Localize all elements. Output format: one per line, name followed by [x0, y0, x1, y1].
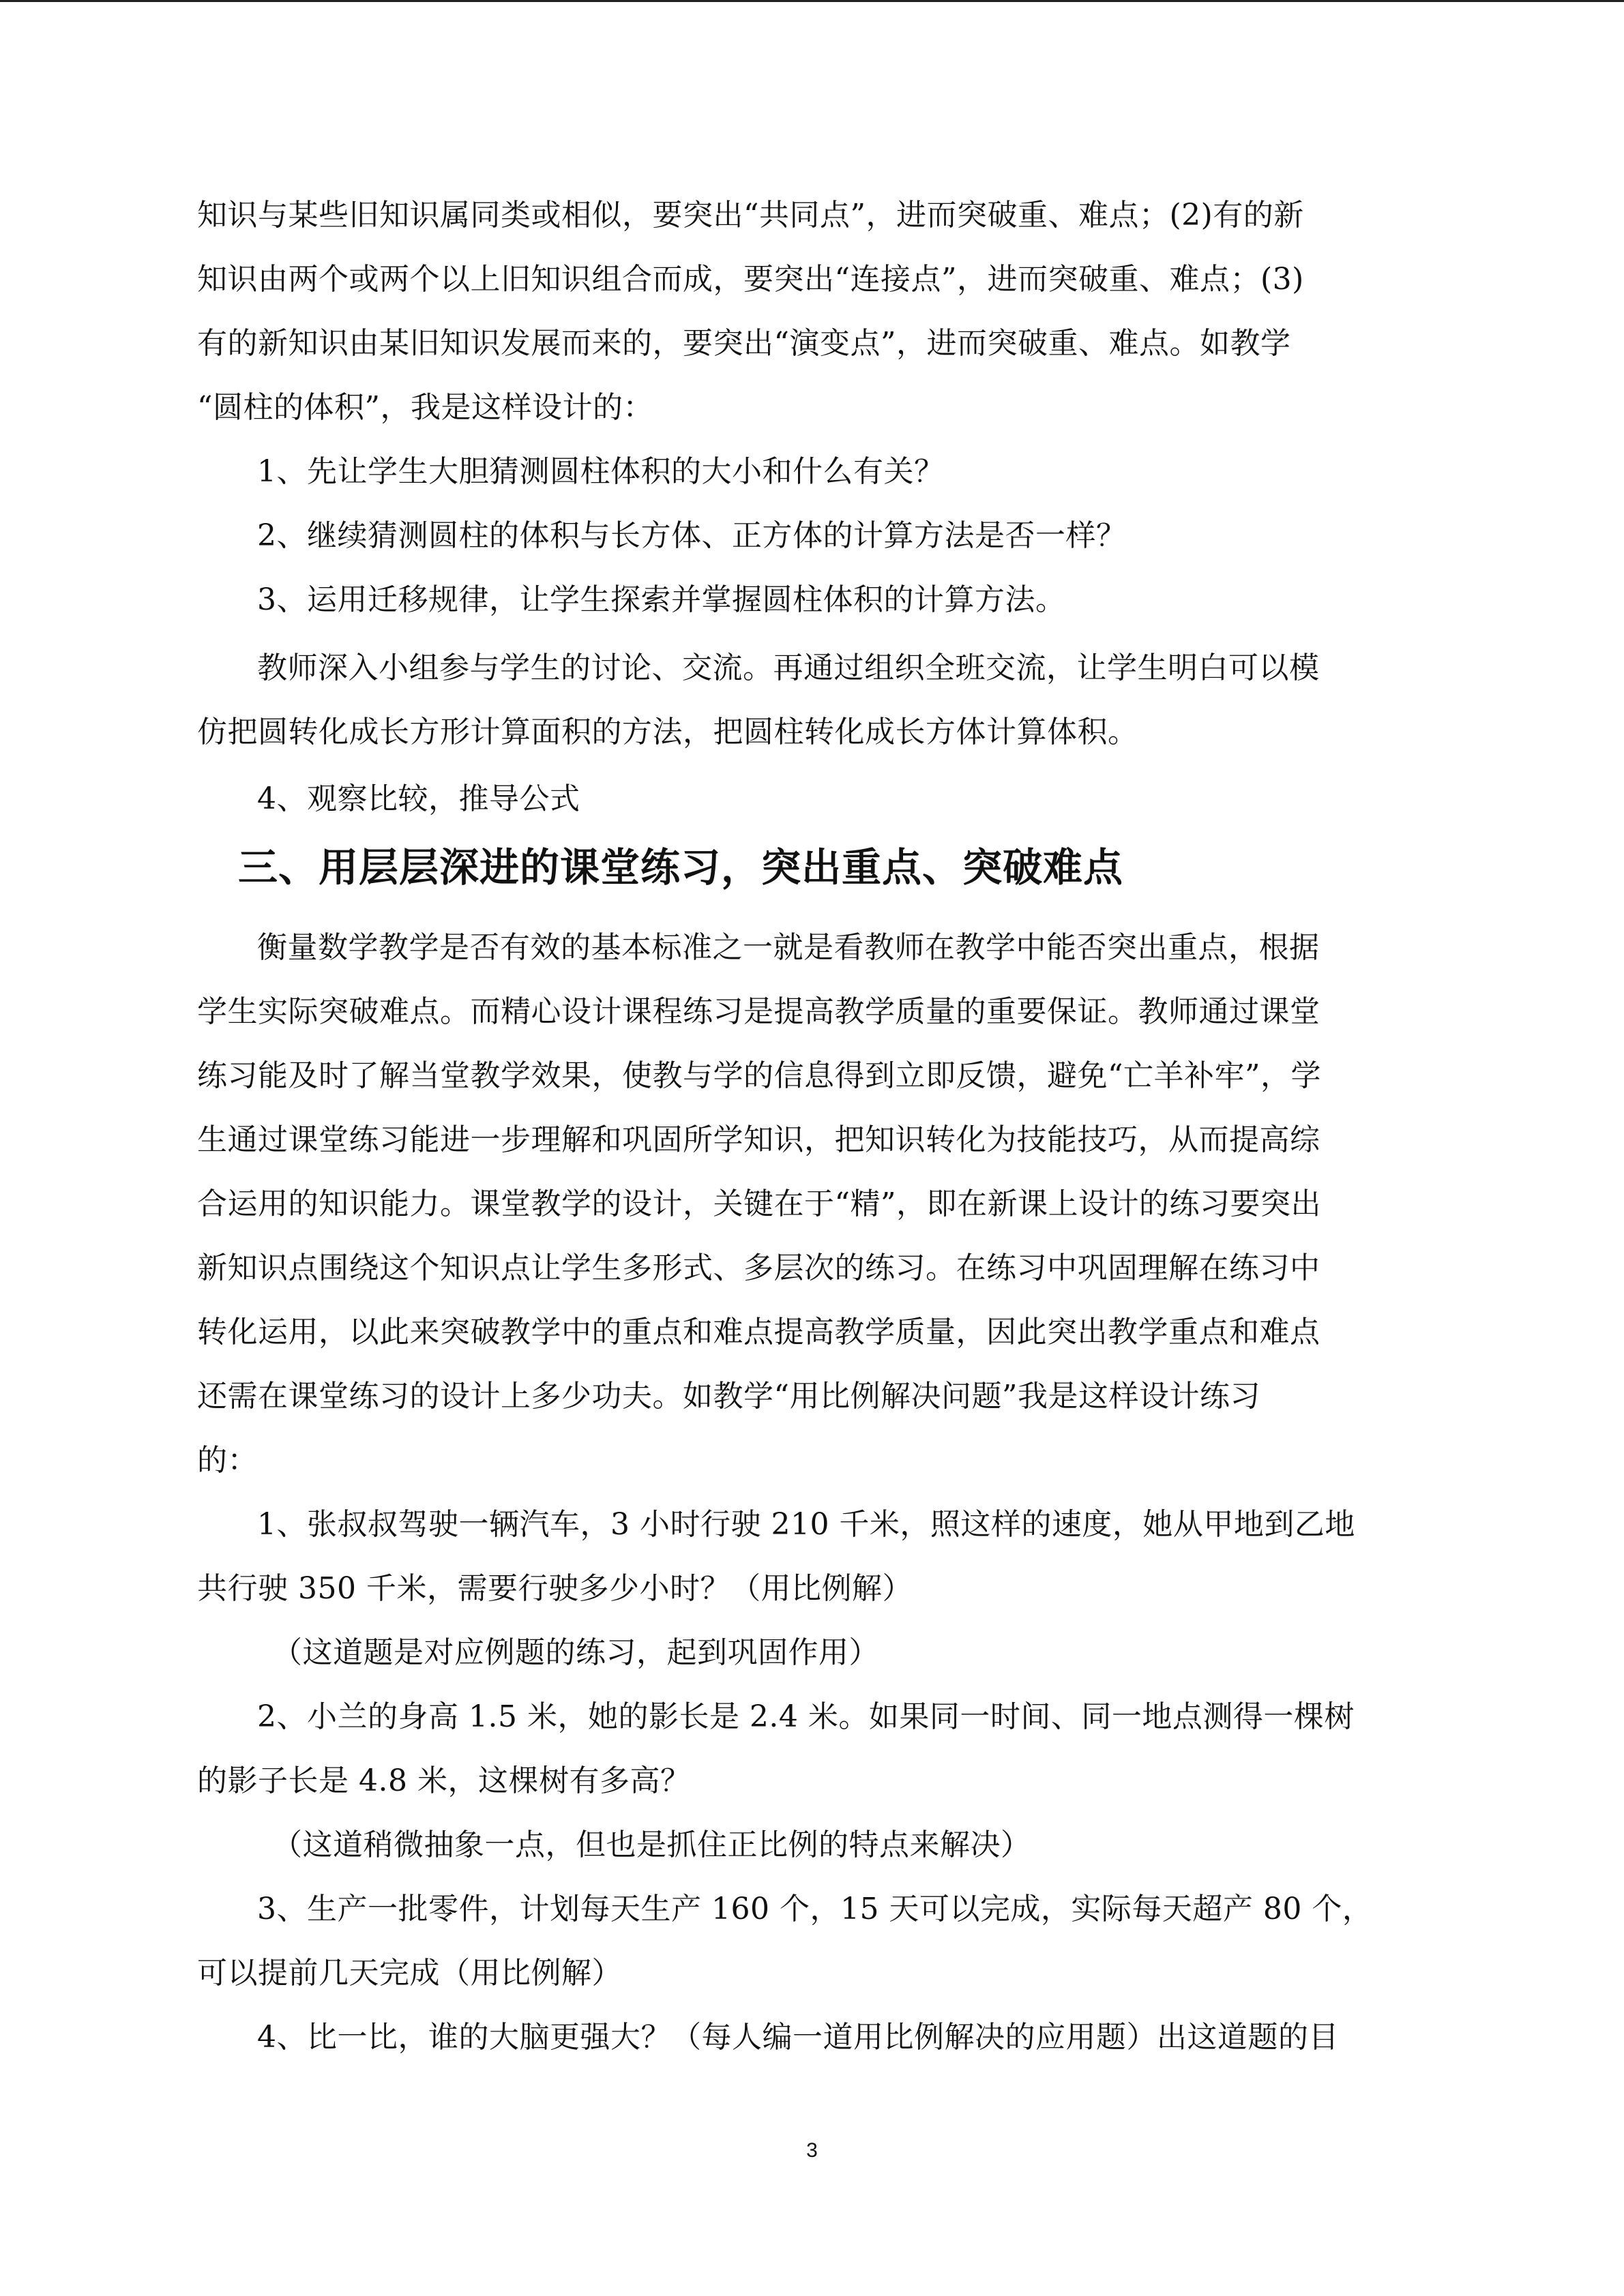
- text-line-11: 衡量数学教学是否有效的基本标准之一就是看教师在教学中能否突出重点，根据: [257, 930, 1320, 965]
- page-number: 3: [806, 2139, 818, 2162]
- text-line-16: 新知识点围绕这个知识点让学生多形式、多层次的练习。在练习中巩固理解在练习中: [197, 1251, 1320, 1285]
- text-line-21: 共行驶 350 千米，需要行驶多少小时？（用比例解）: [197, 1571, 913, 1606]
- text-line-28: 4、比一比，谁的大脑更强大？（每人编一道用比例解决的应用题）出这道题的目: [257, 2020, 1339, 2055]
- text-line-2: 知识由两个或两个以上旧知识组合而成，要突出“连接点”，进而突破重、难点；(3): [197, 262, 1304, 297]
- text-line-24: 的影子长是 4.8 米，这棵树有多高？: [197, 1763, 691, 1798]
- text-line-22: （这道题是对应例题的练习，起到巩固作用）: [272, 1635, 879, 1670]
- text-line-10: 4、观察比较，推导公式: [257, 781, 580, 816]
- text-line-27: 可以提前几天完成（用比例解）: [197, 1956, 622, 1991]
- section-heading: 三、用层层深进的课堂练习，突出重点、突破难点: [238, 844, 1124, 891]
- top-border-line: [0, 0, 1624, 2]
- text-line-23: 2、小兰的身高 1.5 米，她的影长是 2.4 米。如果同一时间、同一地点测得一棵树: [257, 1699, 1355, 1734]
- text-line-4: “圆柱的体积”，我是这样设计的：: [197, 390, 653, 425]
- text-line-19: 的：: [197, 1443, 258, 1478]
- text-line-8: 教师深入小组参与学生的讨论、交流。再通过组织全班交流，让学生明白可以模: [257, 651, 1320, 685]
- text-line-6: 2、继续猜测圆柱的体积与长方体、正方体的计算方法是否一样？: [257, 518, 1127, 553]
- text-line-26: 3、生产一批零件，计划每天生产 160 个，15 天可以完成，实际每天超产 80 个，: [257, 1892, 1373, 1926]
- text-line-17: 转化运用，以此来突破教学中的重点和难点提高教学质量，因此突出教学重点和难点: [197, 1315, 1320, 1350]
- text-line-9: 仿把圆转化成长方形计算面积的方法，把圆柱转化成长方体计算体积。: [197, 715, 1138, 749]
- text-line-12: 学生实际突破难点。而精心设计课程练习是提高教学质量的重要保证。教师通过课堂: [197, 994, 1320, 1029]
- text-line-13: 练习能及时了解当堂教学效果，使教与学的信息得到立即反馈，避免“亡羊补牢”，学: [197, 1058, 1321, 1093]
- text-line-15: 合运用的知识能力。课堂教学的设计，关键在于“精”，即在新课上设计的练习要突出: [197, 1187, 1321, 1221]
- text-line-18: 还需在课堂练习的设计上多少功夫。如教学“用比例解决问题”我是这样设计练习: [197, 1379, 1260, 1414]
- text-line-20: 1、张叔叔驾驶一辆汽车，3 小时行驶 210 千米，照这样的速度，她从甲地到乙地: [257, 1507, 1355, 1542]
- text-line-7: 3、运用迁移规律，让学生探索并掌握圆柱体积的计算方法。: [257, 582, 1066, 617]
- text-line-14: 生通过课堂练习能进一步理解和巩固所学知识，把知识转化为技能技巧，从而提高综: [197, 1122, 1320, 1157]
- text-line-5: 1、先让学生大胆猜测圆柱体积的大小和什么有关？: [257, 454, 945, 489]
- text-line-1: 知识与某些旧知识属同类或相似，要突出“共同点”，进而突破重、难点；(2)有的新: [197, 198, 1304, 233]
- text-line-3: 有的新知识由某旧知识发展而来的，要突出“演变点”，进而突破重、难点。如教学: [197, 326, 1291, 361]
- text-line-25: （这道稍微抽象一点，但也是抓住正比例的特点来解决）: [272, 1828, 1031, 1862]
